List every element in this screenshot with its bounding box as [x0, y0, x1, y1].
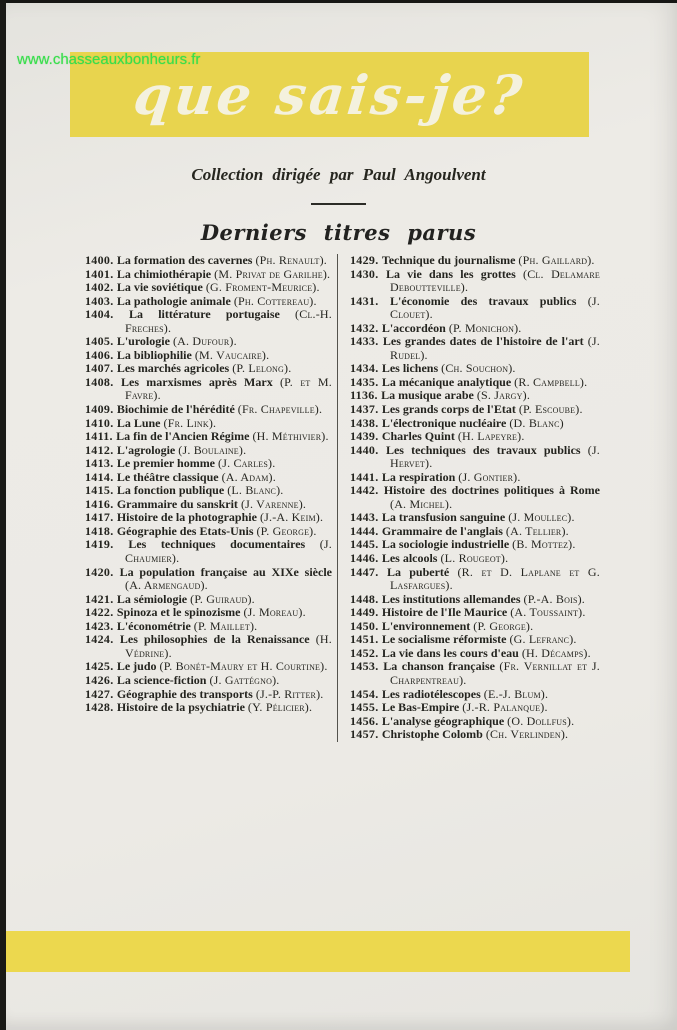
entry-title: Charles Quint [381, 429, 458, 444]
entry-title: Géographie des transports [116, 686, 256, 701]
list-item [350, 376, 600, 390]
entry-number: 1456. [350, 713, 382, 728]
entry-title: Le Bas-Empire [381, 700, 463, 715]
entry-title: Géographie des Etats-Unis [116, 523, 257, 538]
entry-title: Spinoza et le spinozisme [116, 605, 244, 620]
entry-title: Histoire des doctrines politiques à Rome [383, 483, 600, 498]
entry-number: 1400. [85, 253, 117, 267]
list-item [85, 606, 332, 620]
list-item [350, 593, 600, 607]
entry-title: Grammaire du sanskrit [116, 496, 241, 511]
list-item [350, 647, 600, 661]
entry-number: 1402. [85, 280, 117, 295]
entry-author: (M. Privat de Garilhe). [214, 266, 331, 281]
entry-number: 1442. [350, 483, 384, 498]
entry-number: 1441. [350, 469, 382, 484]
list-item [350, 688, 600, 702]
entry-title: La littérature portugaise [129, 307, 296, 322]
entry-title: La vie soviétique [116, 280, 206, 295]
entry-title: Les grandes dates de l'histoire de l'art [382, 334, 588, 349]
entry-number: 1430. [350, 266, 386, 281]
entry-author: (J. Hervet). [390, 442, 600, 471]
list-item [350, 484, 600, 511]
entry-title: Les alcools [381, 551, 441, 566]
entry-author: (P. Bonét-Maury et H. Courtine). [159, 659, 328, 674]
entry-title: Histoire de la photographie [116, 510, 260, 525]
entry-author: (Fr. Chapeville). [237, 402, 323, 417]
entry-title: La formation des cavernes [116, 253, 256, 267]
entry-title: La Lune [116, 415, 164, 430]
entry-number: 1411. [85, 429, 117, 444]
entry-author: (J. Chaumier). [125, 537, 332, 566]
entry-number: 1136. [350, 388, 382, 403]
entry-title: La bibliophilie [116, 347, 195, 362]
entry-title: Christophe Colomb [381, 727, 486, 742]
divider-rule [311, 203, 366, 205]
entry-number: 1415. [85, 483, 117, 498]
entry-number: 1433. [350, 334, 383, 349]
entry-number: 1412. [85, 442, 117, 457]
list-item [85, 268, 332, 282]
entry-number: 1451. [350, 632, 382, 647]
entry-title: Histoire de la psychiatrie [116, 700, 248, 715]
list-item [85, 295, 332, 309]
entry-title: La puberté [387, 564, 458, 579]
entry-title: L'économétrie [116, 618, 194, 633]
entry-number: 1408. [85, 374, 122, 389]
entry-title: Les marxismes après Marx [121, 374, 280, 389]
entry-number: 1454. [350, 686, 382, 701]
entry-title: La musique arabe [381, 388, 477, 403]
entry-author: (J. Moullec). [508, 510, 575, 525]
list-item [350, 552, 600, 566]
entry-author: (E.-J. Blum). [483, 686, 549, 701]
entry-title: Le socialisme réformiste [381, 632, 510, 647]
entry-author: (P. Guiraud). [190, 591, 255, 606]
entry-author: (G. Lefranc). [509, 632, 577, 647]
entry-author: (Ph. Cottereau). [233, 293, 317, 308]
entry-author: (A. Michel). [390, 496, 453, 511]
entry-title: Les techniques des travaux publics [385, 442, 588, 457]
list-item [350, 254, 600, 268]
entry-author: (Ch. Verlinden). [485, 727, 569, 742]
entry-number: 1443. [350, 510, 382, 525]
entry-number: 1444. [350, 523, 382, 538]
entry-author: (A. Adam). [221, 469, 276, 484]
entry-number: 1406. [85, 347, 117, 362]
list-item [85, 430, 332, 444]
entry-number: 1432. [350, 320, 382, 335]
entry-title: La vie dans les cours d'eau [381, 645, 522, 660]
entry-number: 1448. [350, 591, 382, 606]
entry-number: 1422. [85, 605, 117, 620]
entry-author: (P.-A. Bois). [523, 591, 585, 606]
entry-author: (M. Vaucaire). [194, 347, 270, 362]
entry-number: 1409. [85, 402, 117, 417]
entry-number: 1434. [350, 361, 382, 376]
entry-author: (Y. Pélicier). [247, 700, 313, 715]
entry-number: 1450. [350, 618, 382, 633]
list-item [85, 525, 332, 539]
list-item [85, 566, 332, 593]
entry-number: 1437. [350, 402, 382, 417]
list-item [350, 403, 600, 417]
entry-number: 1423. [85, 618, 117, 633]
list-item [85, 444, 332, 458]
watermark-url: www.chasseauxbonheurs.fr [17, 51, 201, 68]
entry-title: Les lichens [381, 361, 442, 376]
entry-author: (R. Campbell). [514, 374, 588, 389]
list-item [350, 268, 600, 295]
entry-author: (Cl. Delamare Deboutteville). [390, 266, 600, 295]
entry-title: Les grands corps de l'Etat [381, 402, 519, 417]
entry-author: (Fr. Vernillat et J. Charpentreau). [390, 659, 600, 687]
entry-number: 1404. [85, 307, 130, 322]
series-title: que sais-je? [130, 62, 529, 127]
entry-author: (P. Monichon). [448, 320, 522, 335]
entry-author: (H. Décamps). [521, 645, 591, 660]
entry-author: (J. Varenne). [240, 496, 307, 511]
entry-author: (P. Lelong). [232, 361, 292, 376]
entry-author: (G. Froment-Meurice). [205, 280, 320, 295]
entry-number: 1403. [85, 293, 117, 308]
list-item [350, 566, 600, 593]
entry-number: 1420. [85, 564, 120, 579]
list-item [350, 701, 600, 715]
list-item [85, 281, 332, 295]
entry-number: 1417. [85, 510, 117, 525]
entry-title: L'économie des travaux publics [390, 293, 588, 308]
list-item [350, 430, 600, 444]
list-item [350, 606, 600, 620]
entry-author: (A. Dufour). [172, 334, 237, 349]
entry-author: (P. Maillet). [193, 618, 258, 633]
list-item [85, 254, 332, 268]
entry-author: (O. Dollfus). [507, 713, 575, 728]
entry-title: Les institutions allemandes [381, 591, 524, 606]
entry-author: (J. Gontier). [458, 469, 521, 484]
list-item [85, 511, 332, 525]
entry-title: L'urologie [116, 334, 173, 349]
entry-author: (L. Blanc). [227, 483, 284, 498]
entry-author: (J. Carles). [218, 456, 276, 471]
list-item [350, 728, 600, 742]
entry-number: 1427. [85, 686, 117, 701]
entry-title: La chanson française [383, 659, 500, 674]
entry-title: L'accordéon [381, 320, 449, 335]
list-item [85, 471, 332, 485]
entry-title: Biochimie de l'hérédité [116, 402, 238, 417]
entry-title: Les techniques documentaires [128, 537, 320, 552]
entry-number: 1407. [85, 361, 117, 376]
entry-number: 1440. [350, 442, 386, 457]
entry-number: 1425. [85, 659, 117, 674]
entry-number: 1414. [85, 469, 117, 484]
list-item [350, 525, 600, 539]
entry-number: 1429. [350, 253, 382, 267]
entry-number: 1426. [85, 672, 117, 687]
entry-author: (P. et M. Favre). [125, 374, 333, 403]
entry-title: La fin de l'Ancien Régime [116, 429, 253, 444]
entry-number: 1419. [85, 537, 129, 552]
entry-author: (A. Tellier). [505, 523, 569, 538]
list-item [350, 335, 600, 362]
entry-author: (A. Toussaint). [510, 605, 586, 620]
entry-number: 1410. [85, 415, 117, 430]
entry-title: L'agrologie [116, 442, 179, 457]
entry-author: (H. Védrine). [125, 632, 332, 660]
list-item [85, 660, 332, 674]
list-item [85, 593, 332, 607]
entry-title: La transfusion sanguine [381, 510, 509, 525]
entry-title: La population française au XIXe siècle [119, 564, 332, 579]
entry-author: (P. Escoube). [518, 402, 583, 417]
list-item [350, 511, 600, 525]
list-item [85, 403, 332, 417]
entry-author: (D. Blanc) [509, 415, 564, 430]
titles-column-left [85, 254, 332, 742]
list-item [85, 620, 332, 634]
entry-number: 1428. [85, 700, 117, 715]
list-item [350, 389, 600, 403]
list-item [350, 295, 600, 322]
bottom-yellow-band [0, 931, 630, 972]
entry-author: (Ph. Renault). [255, 253, 327, 267]
entry-title: La chimiothérapie [116, 266, 215, 281]
list-item [85, 349, 332, 363]
entry-number: 1449. [350, 605, 382, 620]
titles-column-right [350, 254, 600, 742]
entry-title: Histoire de l'Ile Maurice [381, 605, 511, 620]
entry-author: (Cl.-H. Freches). [125, 307, 332, 335]
entry-number: 1413. [85, 456, 117, 471]
entry-author: (Fr. Link). [163, 415, 217, 430]
list-item [85, 538, 332, 565]
entry-number: 1424. [85, 632, 120, 647]
entry-title: L'analyse géographique [381, 713, 508, 728]
entry-author: (J. Boulaine). [178, 442, 247, 457]
entry-author: (J. Clouet). [390, 293, 600, 322]
list-item [350, 538, 600, 552]
list-item [85, 688, 332, 702]
entry-title: La mécanique analytique [381, 374, 515, 389]
list-item [350, 633, 600, 647]
entry-title: Grammaire de l'anglais [381, 523, 506, 538]
entry-number: 1447. [350, 564, 388, 579]
entry-author: (B. Mottez). [512, 537, 576, 552]
entry-author: (H. Lapeyre). [457, 429, 525, 444]
entry-author: (P. George). [473, 618, 534, 633]
list-item [350, 715, 600, 729]
list-item [85, 633, 332, 660]
list-item [85, 335, 332, 349]
entry-number: 1418. [85, 523, 117, 538]
list-item [85, 484, 332, 498]
entry-number: 1405. [85, 334, 117, 349]
list-item [350, 471, 600, 485]
entry-number: 1439. [350, 429, 382, 444]
entry-author: (J. Moreau). [243, 605, 306, 620]
entry-author: (L. Rougeot). [440, 551, 509, 566]
list-item [85, 457, 332, 471]
entry-title: La science-fiction [116, 672, 210, 687]
entry-author: (J. Gattégno). [209, 672, 280, 687]
entry-title: L'électronique nucléaire [381, 415, 510, 430]
list-item [350, 322, 600, 336]
scan-border-top [0, 0, 677, 3]
entry-number: 1421. [85, 591, 117, 606]
list-item [350, 362, 600, 376]
list-item [85, 498, 332, 512]
entry-title: La sociologie industrielle [381, 537, 513, 552]
entry-title: Le théâtre classique [116, 469, 222, 484]
entry-title: Les marchés agricoles [116, 361, 233, 376]
list-item [85, 376, 332, 403]
entry-title: La respiration [381, 469, 459, 484]
entry-title: Technique du journalisme [381, 253, 519, 267]
entry-number: 1401. [85, 266, 117, 281]
section-title: Derniers titres parus [200, 220, 477, 245]
list-item [350, 660, 600, 687]
list-item [85, 417, 332, 431]
list-item [350, 417, 600, 431]
entry-title: La fonction publique [116, 483, 228, 498]
entry-author: (H. Méthivier). [252, 429, 329, 444]
entry-title: Les radiotélescopes [381, 686, 484, 701]
scan-border-left [0, 0, 6, 1030]
entry-number: 1416. [85, 496, 117, 511]
entry-title: Le premier homme [116, 456, 219, 471]
entry-title: L'environnement [381, 618, 474, 633]
list-item [350, 444, 600, 471]
entry-number: 1453. [350, 659, 384, 674]
column-divider [337, 254, 338, 742]
entry-number: 1445. [350, 537, 382, 552]
collection-byline: Collection dirigée par Paul Angoulvent [191, 165, 486, 184]
entry-number: 1435. [350, 374, 382, 389]
entry-author: (Ph. Gaillard). [518, 253, 595, 267]
entry-title: Le judo [116, 659, 160, 674]
entry-number: 1431. [350, 293, 391, 308]
entry-title: La sémiologie [116, 591, 191, 606]
entry-author: (R. et D. Laplane et G. Lasfargues). [390, 564, 600, 593]
entry-title: La vie dans les grottes [385, 266, 523, 281]
entry-author: (J.-R. Palanque). [462, 700, 548, 715]
entry-title: Les philosophies de la Renaissance [119, 632, 316, 647]
entry-author: (J. Rudel). [390, 334, 600, 362]
entry-author: (A. Armengaud). [125, 578, 208, 593]
entry-number: 1455. [350, 700, 382, 715]
list-item [85, 674, 332, 688]
list-item [350, 620, 600, 634]
entry-author: (J.-P. Ritter). [255, 686, 324, 701]
entry-author: (S. Jargy). [476, 388, 531, 403]
entry-number: 1452. [350, 645, 382, 660]
list-item [85, 362, 332, 376]
titles-list [85, 254, 601, 742]
entry-number: 1446. [350, 551, 382, 566]
list-item [85, 308, 332, 335]
list-item [85, 701, 332, 715]
entry-number: 1438. [350, 415, 382, 430]
entry-title: La pathologie animale [116, 293, 234, 308]
entry-number: 1457. [350, 727, 382, 742]
entry-author: (J.-A. Keim). [259, 510, 324, 525]
entry-author: (P. George). [256, 523, 317, 538]
entry-author: (Ch. Souchon). [441, 361, 516, 376]
